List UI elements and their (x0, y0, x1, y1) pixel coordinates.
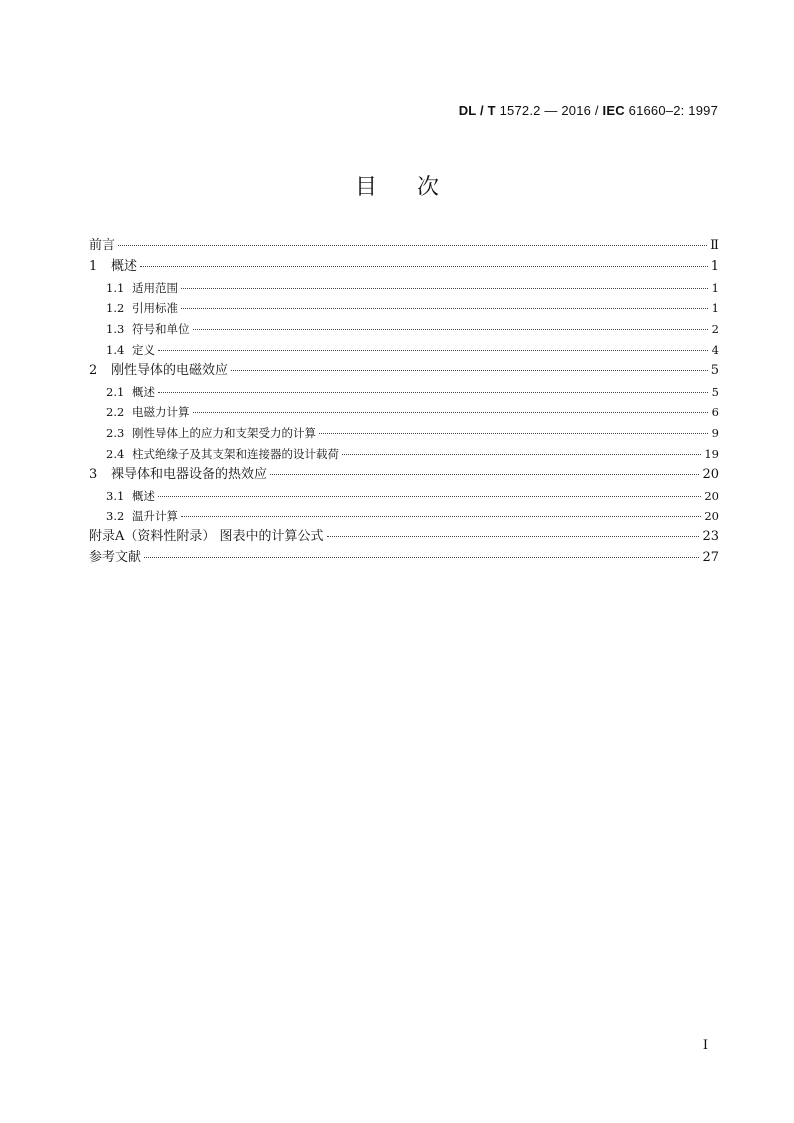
toc-entry-page: 20 (704, 488, 719, 503)
toc-entry[interactable] (89, 382, 719, 403)
toc-entry-page: 1 (710, 258, 719, 274)
standard-code-number: 1572.2 — 2016 / (495, 103, 603, 118)
toc-entry-label: 裸导体和电器设备的热效应 (111, 466, 268, 482)
standard-code-header (459, 103, 718, 118)
toc-dot-leader (231, 369, 708, 371)
toc-entry-number: 3.2 (106, 509, 125, 524)
toc-entry-label: 概述 (111, 258, 138, 274)
toc-entry-number: 1.4 (106, 342, 125, 357)
toc-entry-page: 4 (711, 342, 719, 357)
toc-entry-page: 9 (711, 426, 719, 441)
toc-dot-leader (193, 411, 709, 413)
toc-dot-leader (181, 515, 701, 517)
toc-entry-label: 附录A（资料性附录） 图表中的计算公式 (89, 529, 324, 545)
toc-entry[interactable] (89, 236, 719, 257)
toc-entry-number: 1.3 (106, 322, 125, 337)
toc-entry-label: 概述 (132, 488, 155, 503)
toc-entry-page: 6 (711, 405, 719, 420)
toc-entry-label: 柱式绝缘子及其支架和连接器的设计载荷 (132, 446, 339, 461)
toc-entry[interactable] (89, 548, 719, 569)
toc-dot-leader (193, 328, 709, 330)
toc-entry[interactable] (89, 257, 719, 278)
toc-dot-leader (327, 535, 700, 537)
toc-entry-label: 前言 (89, 238, 116, 253)
toc-entry[interactable] (89, 298, 719, 319)
toc-entry[interactable] (89, 506, 719, 527)
toc-entry[interactable] (89, 486, 719, 507)
toc-entry-label: 引用标准 (132, 301, 178, 316)
toc-dot-leader (144, 556, 699, 558)
toc-entry-label: 符号和单位 (132, 322, 190, 337)
toc-entry-label: 适用范围 (132, 280, 178, 295)
toc-entry-number: 2.3 (106, 426, 125, 441)
toc-entry-page: 20 (702, 466, 719, 482)
toc-entry-page: 1 (711, 301, 719, 316)
toc-entry-label: 温升计算 (132, 509, 178, 524)
toc-entry[interactable] (89, 319, 719, 340)
page-number: I (702, 1038, 708, 1053)
toc-dot-leader (181, 287, 708, 289)
toc-dot-leader (319, 432, 708, 434)
toc-entry-page: 20 (704, 509, 719, 524)
toc-entry[interactable] (89, 423, 719, 444)
toc-entry[interactable] (89, 340, 719, 361)
toc-entry-page: Ⅱ (710, 238, 719, 253)
toc-entry[interactable] (89, 527, 719, 548)
toc-entry-label: 定义 (132, 342, 155, 357)
toc-entry-page: 5 (710, 362, 719, 378)
standard-code-iec: IEC (602, 103, 625, 118)
toc-entry[interactable] (89, 361, 719, 382)
toc-entry-number: 2 (89, 362, 98, 378)
toc-entry-number: 2.2 (106, 405, 125, 420)
toc-entry-label: 刚性导体上的应力和支架受力的计算 (132, 426, 316, 441)
toc-dot-leader (158, 349, 708, 351)
toc-entry[interactable] (89, 402, 719, 423)
toc-dot-leader (270, 473, 699, 475)
toc-entry[interactable] (89, 278, 719, 299)
standard-code-iec-number: 61660–2: 1997 (624, 103, 718, 118)
toc-entry-label: 概述 (132, 384, 155, 399)
toc-entry-page: 5 (711, 384, 719, 399)
toc-entry-page: 19 (704, 446, 719, 461)
toc-dot-leader (140, 265, 708, 267)
table-of-contents (89, 236, 719, 569)
toc-entry-number: 3 (89, 466, 98, 482)
toc-entry-number: 2.1 (106, 384, 125, 399)
page-title: 目次 (354, 175, 479, 200)
toc-entry-number: 1.1 (106, 280, 125, 295)
toc-entry[interactable] (89, 465, 719, 486)
toc-entry-page: 23 (702, 529, 719, 545)
toc-entry-page: 1 (711, 280, 719, 295)
toc-entry-number: 3.1 (106, 488, 125, 503)
standard-code-dl: DL / T (458, 103, 496, 118)
toc-entry-label: 参考文献 (89, 549, 142, 565)
toc-entry[interactable] (89, 444, 719, 465)
toc-dot-leader (158, 391, 708, 393)
toc-entry-number: 1.2 (106, 301, 125, 316)
toc-entry-page: 27 (702, 549, 719, 565)
toc-dot-leader (181, 307, 708, 309)
toc-dot-leader (342, 453, 701, 455)
toc-dot-leader (118, 244, 707, 246)
toc-entry-number: 1 (89, 258, 98, 274)
toc-dot-leader (158, 495, 701, 497)
toc-entry-number: 2.4 (106, 446, 125, 461)
toc-entry-page: 2 (711, 322, 719, 337)
toc-entry-label: 刚性导体的电磁效应 (111, 362, 229, 378)
toc-entry-label: 电磁力计算 (132, 405, 190, 420)
